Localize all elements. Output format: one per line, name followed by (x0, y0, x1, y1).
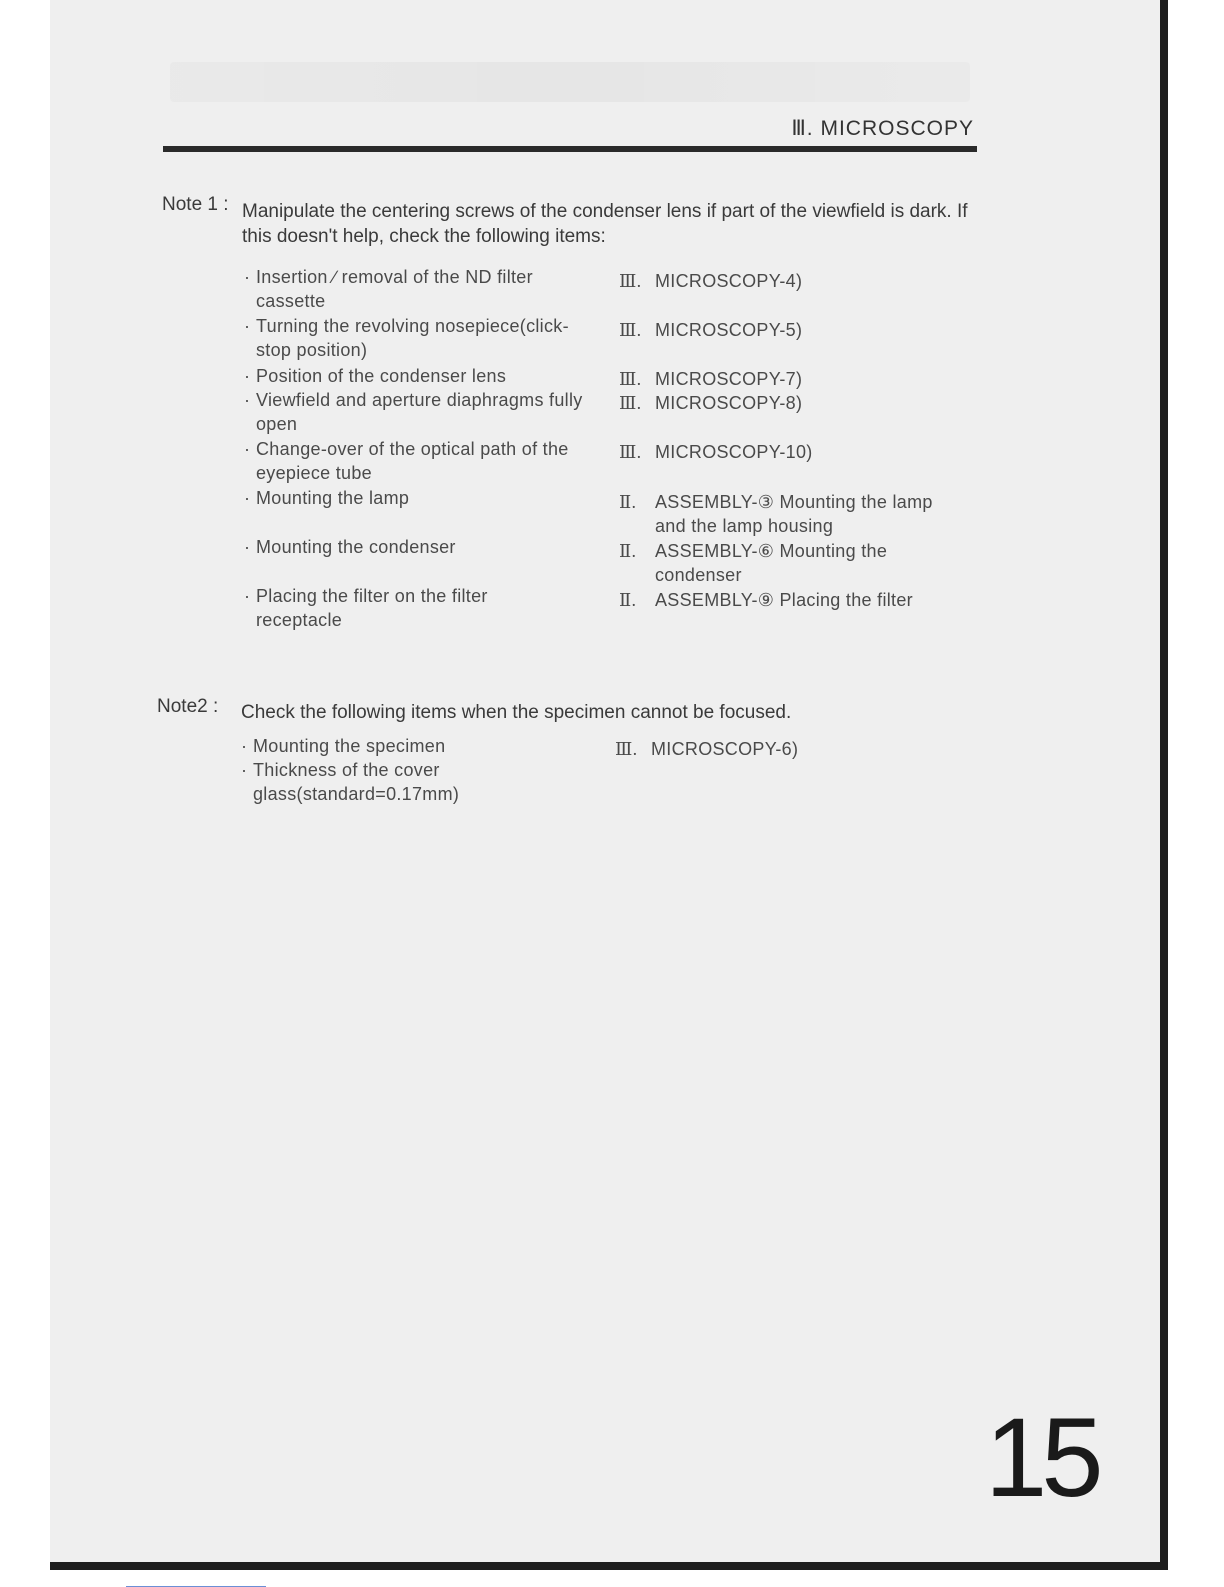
note1-item (244, 584, 574, 632)
note1-ref (619, 367, 959, 391)
item-text: Mounting the specimen (253, 736, 446, 756)
item-text: Turning the revolving nosepiece(click-stop position) (256, 316, 569, 360)
ref-text: MICROSCOPY-6) (651, 739, 799, 759)
ref-text: MICROSCOPY-10) (655, 442, 813, 462)
chapter-numeral: Ⅲ. (619, 393, 642, 413)
section-header: Ⅲ. MICROSCOPY (791, 117, 974, 140)
note2-text: Check the following items when the specimen cannot be focused. (241, 702, 792, 723)
note2-ref (615, 737, 955, 761)
bottom-margin (0, 1570, 1224, 1584)
note1-item (244, 265, 564, 313)
ref-text: MICROSCOPY-4) (655, 271, 803, 291)
note1-item (244, 314, 574, 362)
note1-ref (619, 440, 959, 464)
note1-ref (619, 490, 954, 538)
chapter-numeral: Ⅱ. (619, 492, 637, 512)
chapter-numeral: Ⅱ. (619, 541, 637, 561)
item-text: Mounting the condenser (256, 537, 456, 557)
note1-item (244, 437, 594, 485)
note1-item (244, 388, 599, 436)
bottom-page-edge (50, 1562, 1168, 1570)
item-text: Thickness of the cover glass(standard=0.17mm) (253, 760, 460, 804)
ref-text: ASSEMBLY-⑥ Mounting the condenser (655, 541, 888, 585)
bullet: · (244, 316, 251, 336)
chapter-numeral: Ⅲ. (619, 320, 642, 340)
item-text: Placing the filter on the filter receptacle (256, 586, 488, 630)
chapter-numeral: Ⅱ. (619, 590, 637, 610)
note1-ref (619, 539, 954, 587)
note1-ref (619, 391, 959, 415)
header-rule (163, 146, 977, 152)
ref-text: MICROSCOPY-8) (655, 393, 803, 413)
ref-text: ASSEMBLY-③ Mounting the lamp and the lamp housing (655, 492, 933, 536)
note1-item (244, 364, 584, 388)
ref-text: MICROSCOPY-5) (655, 320, 803, 340)
bullet: · (241, 760, 248, 780)
bullet: · (241, 736, 248, 756)
note1-ref (619, 269, 959, 293)
page-number: 15 (985, 1395, 1098, 1520)
note2-item (241, 758, 531, 806)
bullet: · (244, 267, 251, 287)
item-text: Position of the condenser lens (256, 366, 507, 386)
right-page-edge (1160, 0, 1168, 1584)
bullet: · (244, 439, 251, 459)
item-text: Mounting the lamp (256, 488, 410, 508)
left-margin (0, 0, 50, 1584)
note1-ref (619, 588, 969, 612)
note1-item (244, 486, 584, 510)
bleed-through-area (170, 62, 970, 102)
bullet: · (244, 586, 251, 606)
chapter-numeral: Ⅲ. (619, 442, 642, 462)
item-text: Viewfield and aperture diaphragms fully open (256, 390, 583, 434)
item-text: Insertion ∕ removal of the ND filter cassette (256, 267, 533, 311)
note2-item (241, 734, 571, 758)
right-margin (1168, 0, 1224, 1584)
bullet: · (244, 537, 251, 557)
bullet: · (244, 366, 251, 386)
bullet: · (244, 488, 251, 508)
ref-text: ASSEMBLY-⑨ Placing the filter (655, 590, 913, 610)
chapter-numeral: Ⅲ. (619, 369, 642, 389)
note1-ref (619, 318, 959, 342)
note1-text-content: Manipulate the centering screws of the condenser lens if part of the viewfield is dark. If this doesn't help, check the following items: (242, 201, 968, 247)
chapter-numeral: Ⅲ. (615, 739, 638, 759)
ref-text: MICROSCOPY-7) (655, 369, 803, 389)
chapter-numeral: Ⅲ. (619, 271, 642, 291)
note1-label: Note 1 : (162, 194, 229, 215)
note2-label: Note2 : (157, 696, 219, 717)
item-text: Change-over of the optical path of the eyepiece tube (256, 439, 569, 483)
note1-text (242, 199, 982, 249)
note1-item (244, 535, 584, 559)
bullet: · (244, 390, 251, 410)
